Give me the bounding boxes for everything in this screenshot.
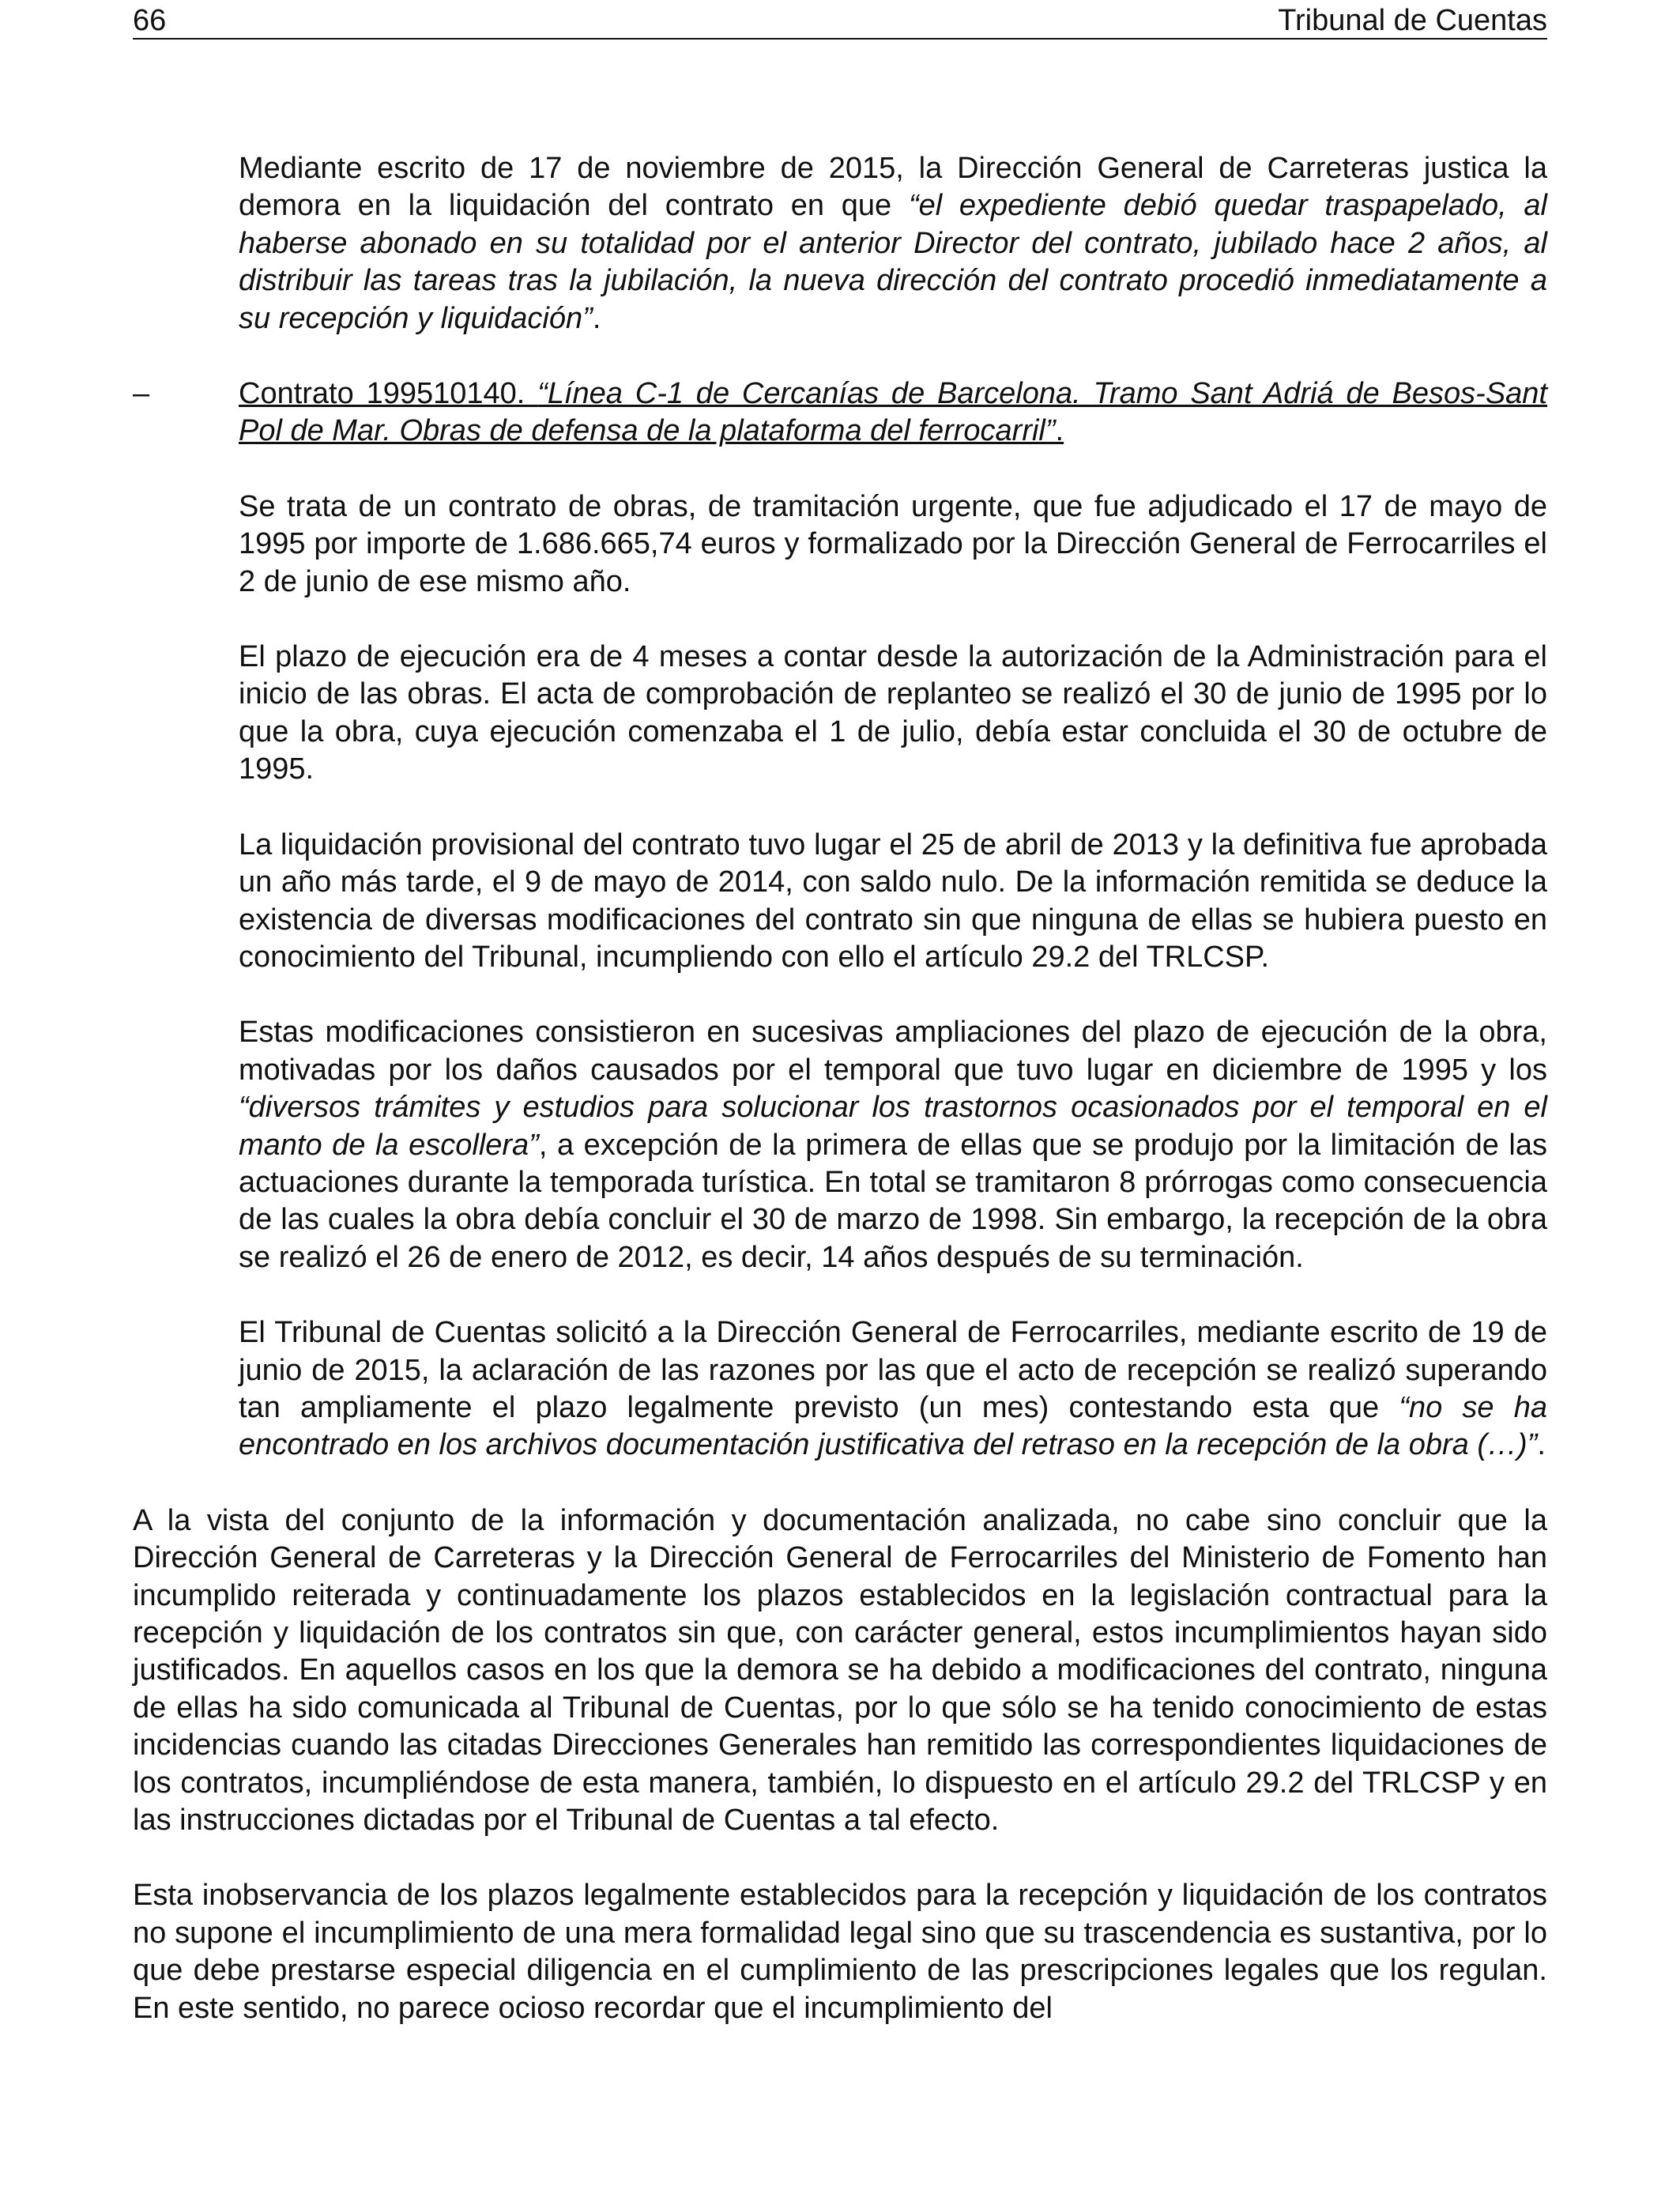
contract-title-end: . [1055,414,1064,448]
contract-title: “Línea C-1 de Cercanías de Barcelona. Tramo Sant Adriá de Besos-Sant Pol de Mar. Obras de defensa de la plataforma del ferrocarril” [239,377,1547,448]
document-body [133,150,1547,2027]
quote-text: “no se ha encontrado en los archivos documentación justificativa del retraso en la recepción de la obra (…)” [239,1390,1547,1462]
paragraph-modifications [239,1014,1547,1276]
paragraph-text: Mediante escrito de 17 de noviembre de 2015, la Dirección General de Carreteras justica la demora en la liquidación del contrato en que [239,152,1547,223]
contract-list-item [133,375,1547,450]
page-header [133,3,1547,40]
paragraph-contract-description: Se trata de un contrato de obras, de tramitación urgente, que fue adjudicado el 17 de mayo de 1995 por importe de 1.686.665,74 euros y formalizado por la Dirección General de Ferrocarriles el 2 de junio de ese mismo año. [239,489,1547,598]
paragraph-execution-period: El plazo de ejecución era de 4 meses a contar desde la autorización de la Administración para el inicio de las obras. El acta de comprobación de replanteo se realizó el 30 de junio de 1995 por lo que la obra, cuya ejecución comenzaba el 1 de julio, debía estar concluida el 30 de octubre de 1995. [239,640,1547,786]
page-number: 66 [133,4,167,37]
paragraph-text: . [1537,1428,1546,1462]
paragraph-inobservance: Esta inobservancia de los plazos legalmente establecidos para la recepción y liquidación de los contratos no supone el incumplimiento de una mera formalidad legal sino que su trascendencia es sustantiva, por lo que debe prestarse especial diligencia en el cumplimiento de las prescripciones legales que los regulan. En este sentido, no parece ocioso recordar que el incumplimiento del [133,1879,1547,2025]
quote-text: “diversos trámites y estudios para solucionar los trastornos ocasionados por el temporal en el manto de la escollera” [239,1091,1547,1162]
dash-bullet: – [133,377,150,411]
paragraph-text: El Tribunal de Cuentas solicitó a la Dirección General de Ferrocarriles, mediante escrito de 19 de junio de 2015, la aclaración de las razones por las que el acto de recepción se realizó superando tan ampliamente el plazo legalmente previsto (un mes) contestando esta que [239,1316,1547,1424]
quote-text: “el expediente debió quedar traspapelado, al haberse abonado en su totalidad por el anterior Director del contrato, jubilado hace 2 años, al distribuir las tareas tras la jubilación, la nueva dirección del contrato procedió inmediatamente a su recepción y liquidación” [239,189,1548,335]
paragraph-text: Estas modificaciones consistieron en sucesivas ampliaciones del plazo de ejecución de la obra, motivadas por los daños causados por el temporal que tuvo lugar en diciembre de 1995 y los [239,1016,1547,1087]
contract-number: Contrato 199510140. [239,377,538,411]
paragraph-text: , a excepción de la primera de ellas que se produjo por la limitación de las actuaciones durante la temporada turística. En total se tramitaron 8 prórrogas como consecuencia de las cuales la obra debía concluir el 30 de marzo de 1998. Sin embargo, la recepción de la obra se realizó el 26 de enero de 2012, es decir, 14 años después de su terminación. [239,1128,1548,1274]
header-title: Tribunal de Cuentas [1278,4,1547,37]
paragraph-tribunal-request [239,1314,1547,1465]
paragraph-liquidation: La liquidación provisional del contrato tuvo lugar el 25 de abril de 2013 y la definitiva fue aprobada un año más tarde, el 9 de mayo de 2014, con saldo nulo. De la información remitida se deduce la existencia de diversas modificaciones del contrato sin que ninguna de ellas se hubiera puesto en conocimiento del Tribunal, incumpliendo con ello el artículo 29.2 del TRLCSP. [239,827,1547,974]
paragraph-carreteras-justification [239,150,1547,337]
paragraph-text: . [592,301,601,335]
paragraph-conclusion: A la vista del conjunto de la información y documentación analizada, no cabe sino concluir que la Dirección General de Carreteras y la Dirección General de Ferrocarriles del Ministerio de Fomento han incumplido reiterada y continuadamente los plazos establecidos en la legislación contractual para la recepción y liquidación de los contratos sin que, con carácter general, estos incumplimientos hayan sido justificados. En aquellos casos en los que la demora se ha debido a modificaciones del contrato, ninguna de ellas ha sido comunicada al Tribunal de Cuentas, por lo que sólo se ha tenido conocimiento de estas incidencias cuando las citadas Direcciones Generales han remitido las correspondientes liquidaciones de los contratos, incumpliéndose de esta manera, también, lo dispuesto en el artículo 29.2 del TRLCSP y en las instrucciones dictadas por el Tribunal de Cuentas a tal efecto. [133,1503,1547,1838]
